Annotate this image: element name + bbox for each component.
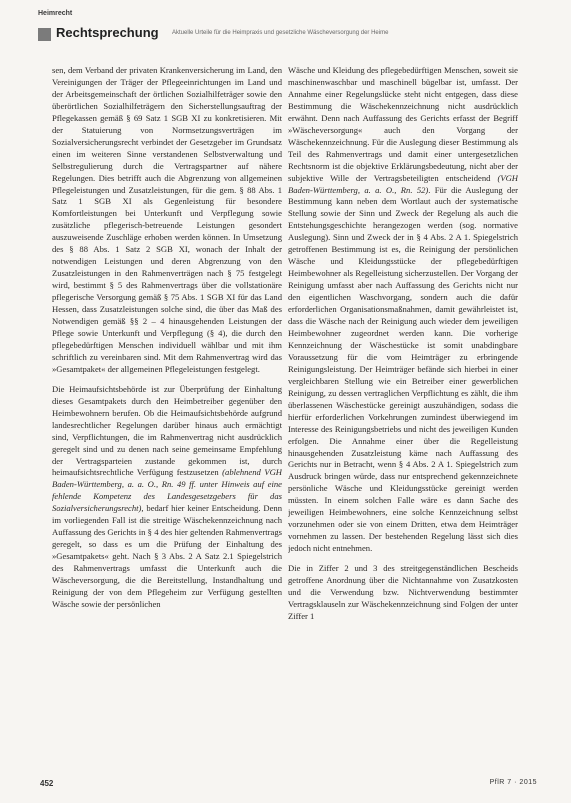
section-marker	[38, 28, 51, 41]
page-header	[38, 27, 538, 43]
header-subtitle: Aktuelle Urteile für die Heimpraxis und gesetzliche Wäscheversorgung der Heime	[172, 30, 389, 36]
left-column	[52, 65, 282, 751]
page-number: 452	[40, 779, 54, 788]
paragraph-text: , bedarf hier keiner Entscheidung. Denn im vorliegenden Fall ist die streitige Wäschekennzeichnung nach Auffassung des Gerichts in § 4 des hier geltenden Rahmenvertrags geregelt, so dass es um die Prüfung der Einhaltung des »Gesamtpakets« geht. Nach § 3 Abs. 2 A Satz 2.1 Spiegelstrich des Rahmenvertrags umfasst die Unterkunft auch die Wäscheversorgung, die die Bereitstellung, Instandhaltung und Reinigung der von dem Pflegeheim zur Verfügung gestellten Wäsche sowie der persönlichen	[52, 503, 282, 609]
journal-issue: PflR 7 · 2015	[489, 779, 537, 786]
paragraph-text: sen, dem Verband der privaten Krankenversicherung im Land, den Vereinigungen der Träger der Pflegeeinrichtungen im Land und der Arbeitsgemeinschaft der örtlichen Sozialhilfeträger sowie den überörtlichen Sozialhilfeträgern den Sicherstellungsauftrag der Pflegekassen gemäß § 69 Satz 1 SGB XI zu konkretisieren. Mit der Statuierung von Normsetzungsverträgen im Sozialversicherungsrecht verbindet der Gesetzgeber im Grundsatz einen im weiteren Sinne verstandenen Selbstverwaltung und Selbstregulierung durch die Vertragspartner auf nähere Regelungen. Dies betrifft auch die Abgrenzung von allgemeinen Pflegeleistungen und Zusatzleistungen, für die gem. § 88 Abs. 1 Satz 1 SGB XI als Gegenleistung für besondere Komfortleistungen bei Unterkunft und Verpflegung sowie zusätzliche pflegerisch-betreuende Leistungen gesondert auszuweisende Zuschläge erhoben werden können. In Umsetzung des § 88 Abs. 1 Satz 2 SGB XI, wonach der Inhalt der notwendigen Leistungen und deren Abgrenzung von den Zusatzleistungen in den Rahmenverträgen nach § 75 festgelegt wird, bestimmt § 5 des Rahmenvertrags über die vollstationäre pflegerische Versorgung gemäß § 75 Abs. 1 SGB XI für das Land Hessen, dass Zusatzleistungen solche sind, die über das Maß des Notwendigen gemäß §§ 2 – 4 hinausgehenden Leistungen der Pflege sowie Unterkunft und Verpflegung (§ 4), die durch den pflegebedürftigen Menschen individuell wählbar und mit ihm schriftlich zu vereinbaren sind. Mit dem Rahmenvertrag wird das »Gesamtpaket« der allgemeinen Pflegeleistungen festgelegt.	[52, 65, 282, 374]
right-column	[288, 65, 518, 751]
paragraph-text: Die in Ziffer 2 und 3 des streitgegenständlichen Bescheids getroffene Anordnung über die Nichtannahme von Zusatzkosten und die Verwendung bzw. Nichtverwendung bestimmter Vertragsklauseln zur Wäschekennzeichnung sind Folgen der unter Ziffer 1	[288, 563, 518, 621]
body-paragraph	[288, 563, 518, 623]
section-label: Heimrecht	[38, 10, 73, 17]
header-title: Rechtsprechung	[56, 25, 159, 40]
citation-text: (VGH Baden-Württemberg, a. a. O., Rn. 52)	[288, 172, 518, 195]
body-paragraph	[52, 384, 282, 611]
body-paragraph	[52, 65, 282, 376]
paragraph-text: Die Heimaufsichtsbehörde ist zur Überprüfung der Einhaltung dieses Gesamtpakets durch den Heimbetreiber gegenüber den Heimbewohnern berufen. Ob die Heimaufsichtsbehörde aufgrund landesrechtlicher Regelungen darüber hinaus auch ermächtigt sind, Verpflichtungen, die im Rahmenvertrag nicht ausdrücklich geregelt sind und zu denen nach seine gemeinsame Empfehlung der Vertragsparteien zustande gekommen ist, durch heimaufsichtsrechtliche Verfügung festzusetzen	[52, 383, 282, 478]
paragraph-text: . Für die Auslegung der Bestimmung kann neben dem Wortlaut auch der systematische Stellung sowie der Sinn und Zweck der Regelung als auch die Entstehungsgeschichte herangezogen werden (sog. normative Auslegung). Sinn und Zweck der in § 4 Abs. 2 A 1. Spiegelstrich getroffenen Bestimmung ist es, die Reinigung der persönlichen Wäsche und Kleidungsstücke der pflegebedürftigen Heimbewohner als Regelleistung sicherzustellen. Der Vorgang der Reinigung umfasst aber nach Auffassung des Gerichts nicht nur den eigentlichen Waschvorgang, sondern auch die dafür erforderlichen Organisationsmaßnahmen, damit gewährleistet ist, dass die Wäsche nach der Reinigung auch wieder dem jeweiligen Heimbewohner zugeordnet werden kann. Die vorherige Kennzeichnung der Wäschestücke ist somit unabdingbare Voraussetzung für die vom Heimträger zu erbringende Reinigungsleistung. Der Heimträger befände sich hierbei in einer vergleichbaren Stellung wie ein Betreiber einer gewerblichen Reinigung, zu dessen vertraglichen Verpflichtung es zählt, die ihm überlassenen Wäschestücke gereinigt auszuhändigen, sodass die hierfür erforderlichen Vorkehrungen zumindest überwiegend im Interesse des Reinigungsbetriebs und nicht des jeweiligen Kunden erfolgen. Die Annahme einer über die Regelleistung hinausgehenden Zusatzleistung käme nach Auffassung des Gerichts nur in Betracht, wenn § 4 Abs. 2 A 1. Spiegelstrich zum Ausdruck bringen würde, dass nur entsprechend gekennzeichnete persönliche Wäsche und Kleidungsstücke gereinigt werden müssten. In einem solchen Falle wäre es dann Sache des jeweiligen Heimbewohners, eine solche Kennzeichnung selbst vorzunehmen oder sie von einem Dritten, etwa dem Heimträger vornehmen zu lassen. Der bestehenden Regelung lässt sich dies jedoch nicht entnehmen.	[288, 184, 518, 554]
paragraph-text: Wäsche und Kleidung des pflegebedürftigen Menschen, soweit sie maschinenwaschbar und maschinell bügelbar ist, umfasst. Der Annahme einer Regelungslücke steht nicht entgegen, dass diese Bestimmung die Wäschekennzeichnung nicht ausdrücklich erwähnt. Denn nach Auffassung des Gerichts erfasst der Begriff »Wäscheversorgung« auch den Vorgang der Wäschekennzeichnung. Für die Auslegung dieser Bestimmung als Teil des Rahmenvertrags und damit einer untergesetzlichen Rechtsnorm ist die objektive Erklärungsbedeutung, nicht aber der subjektive Wille der Vertragsbeteiligten entscheidend	[288, 65, 518, 183]
citation-text: (ablehnend VGH Baden-Württemberg, a. a. O., Rn. 49 ff. unter Hinweis auf eine fehlende Kompetenz des Landesgesetzgebers für das Sozialversicherungsrecht)	[52, 467, 282, 514]
body-paragraph	[288, 65, 518, 555]
